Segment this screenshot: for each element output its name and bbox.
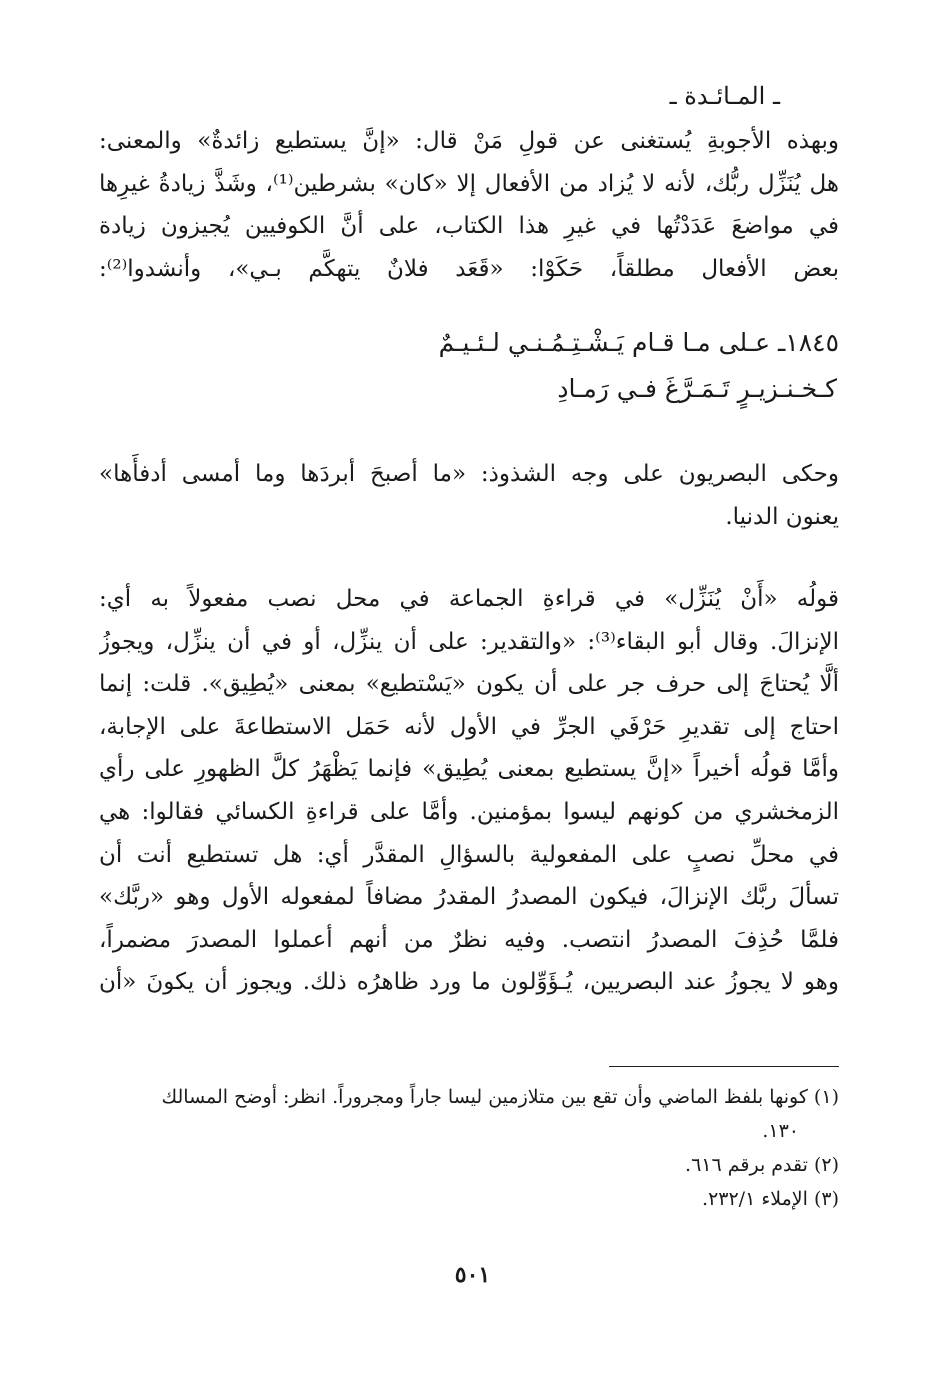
text-line: هل يُنَزِّل ربُّك، لأنه لا يُزاد من الأفعال إلا «كان» بشرطين⁽¹⁾، وشَذَّ زيادةُ غيرِها — [99, 170, 839, 197]
text-line: الزمخشري من كونهم ليسوا بمؤمنين. وأمَّا على قراءةِ الكسائي فقالوا: هي — [99, 798, 839, 825]
text-line: قولُه «أَنْ يُنَزِّل» في قراءةِ الجماعة في محل نصب مفعولاً به أي: — [99, 586, 839, 612]
text-line: احتاج إلى تقديرِ حَرْفَي الجرِّ في الأول لأنه حَمَل الاستطاعةَ على الإجابة، — [99, 713, 839, 740]
footnotes — [99, 1080, 839, 1216]
page-number: ٥٠١ — [454, 1262, 491, 1288]
text-line: وبهذه الأجوبةِ يُستغنى عن قولِ مَنْ قال: «إنَّ يستطيع زائدةٌ» والمعنى: — [99, 128, 839, 154]
text-line: وأمَّا قولُه أخيراً «إنَّ يستطيع بمعنى يُطِيق» فإنما يَظْهَرُ كلَّ الظهورِ على رأي — [99, 756, 839, 783]
paragraph-3 — [99, 578, 839, 1004]
text-line: في محلِّ نصبٍ على المفعولية بالسؤالِ المقدَّر أي: هل تستطيع أنت أن — [99, 841, 839, 868]
footnote-2: (٢) تقدم برقم ٦١٦. — [685, 1154, 839, 1176]
footnote-1: (١) كونها بلفظ الماضي وأن تقع بين متلازمين ليسا جاراً ومجروراً. انظر: أوضح المسالك — [161, 1086, 839, 1108]
paragraph-1 — [99, 120, 839, 290]
text-line: وهو لا يجوزُ عند البصريين، يُـؤَوِّلون ما ورد ظاهرُه ذلك. ويجوز أن يكونَ «أن — [99, 969, 839, 996]
footnote-divider — [609, 1066, 839, 1067]
running-header: ـ المـائـدة ـ — [669, 82, 780, 110]
text-line: الإنزالَ. وقال أبو البقاء⁽³⁾: «والتقدير: على أن ينزِّل، أو في أن ينزِّل، ويجوزُ — [99, 628, 839, 655]
text-line: وحكى البصريون على وجه الشذوذ: «ما أصبحَ أبردَها وما أمسى أدفأَها» — [99, 461, 839, 487]
verse-text: ١٨٤٥ـ عـلى مـا قـام يَـشْـتِـمُـنـي لـئـيـمٌ — [438, 328, 839, 357]
text-line: تسألَ ربَّك الإنزالَ، فيكون المصدرُ المقدرُ مضافاً لمفعوله الأول وهو «ربَّك» — [99, 884, 839, 911]
paragraph-2 — [99, 453, 839, 538]
text-line: فلمَّا حُذِفَ المصدرُ انتصب. وفيه نظرٌ من أنهم أعملوا المصدرَ مضمراً، — [99, 926, 839, 953]
footnote-1-continuation: ١٣٠. — [762, 1120, 799, 1142]
text-line: في مواضعَ عَدَدْتُها في غيرِ هذا الكتاب، على أنَّ الكوفيين يُجيزون زيادة — [99, 213, 839, 240]
verse-second-hemistich — [427, 374, 837, 403]
verse-first-hemistich — [99, 328, 839, 357]
text-line: يعنون الدنيا. — [725, 503, 839, 530]
footnote-3: (٣) الإملاء ٢٣٢/١. — [702, 1188, 839, 1210]
verse-text: كـخـنـزيـرٍ تَـمَـرَّغَ فـي رَمـادِ — [557, 374, 837, 403]
text-line: ألَّا يُحتاجَ إلى حرف جر على أن يكون «يَسْتطيع» بمعنى «يُطِيق». قلت: إنما — [99, 671, 839, 698]
text-line: بعض الأفعال مطلقاً، حَكَوْا: «قَعَد فلانٌ يتهكَّم بـي»، وأنشدوا⁽²⁾: — [99, 255, 839, 282]
